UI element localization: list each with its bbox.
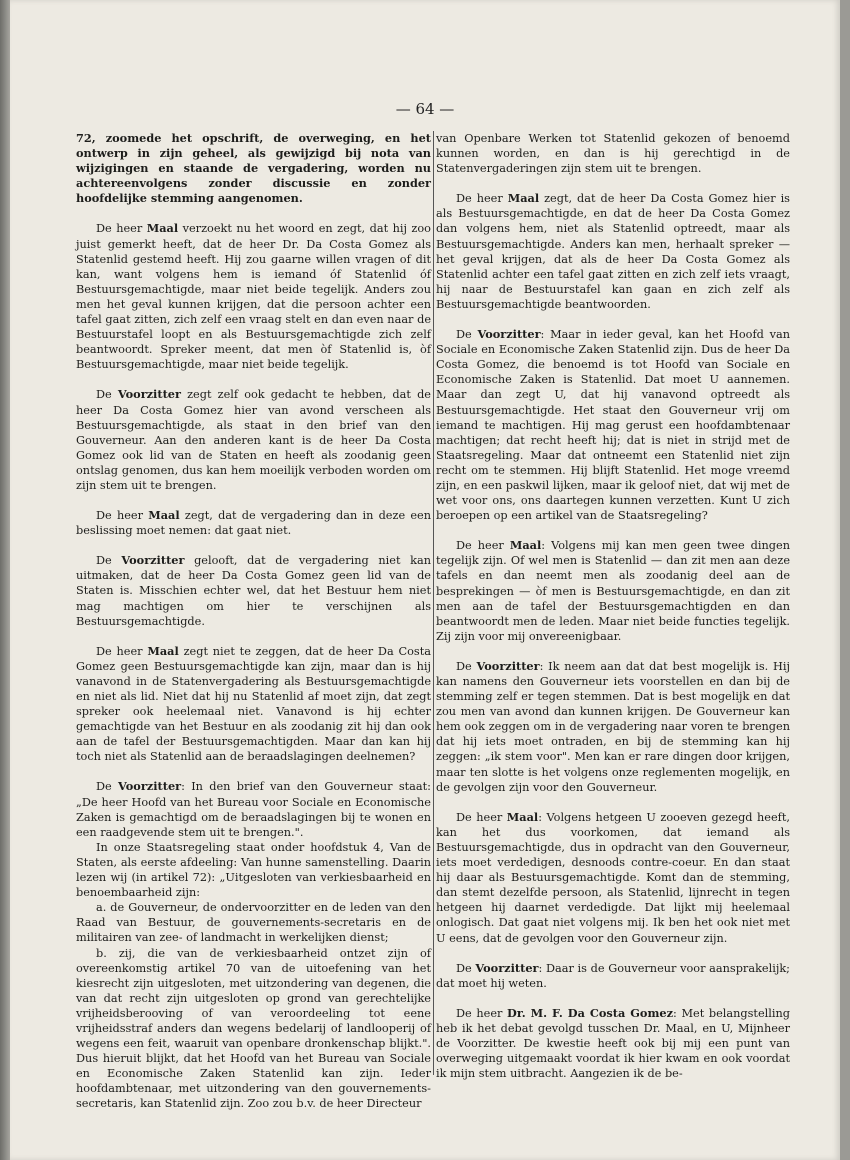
paragraph-lead: De heer [456,192,508,206]
paragraph-text: : Volgens mij kan men geen twee dingen tegelijk zijn. Of wel men is Statenlid — dan zit men aan deze tafels en dan neemt men als zoodanig deel aan de besprekingen — òf men is Bestuursgemachtigde, en dan zit men aan de tafel der Bestuursgemachtigden en dan beantwoordt men de leden. Maar niet beide functies tegelijk. Zij zijn voor mij onvereenigbaar. [436,539,790,643]
speaker-name: Maal [506,809,539,824]
paragraph-maal-6 [436,810,790,946]
paragraph-text: : In den brief van den Gouverneur staat: „De heer Hoofd van het Bureau voor Sociale en Economische Zaken is gemachtigd om de beraadslagingen bij te wonen en een raadgevende stem uit te brengen.". [76,780,431,839]
paragraph-lead: De [96,780,119,794]
speaker-name: Dr. M. F. Da Costa Gomez [507,1005,674,1020]
paragraph-lead: De [456,659,477,673]
paragraph-lead: De [456,961,476,975]
paragraph-text: : Maar in ieder geval, kan het Hoofd van Sociale en Economische Zaken Statenlid zijn. Dus de heer Da Costa Gomez, die benoemd is tot Hoofd van Sociale en Economische Zaken is Statenlid. Dat moet U aannemen. Maar dan zegt U, dat hij vanavond optreedt als Bestuursgemachtigde. Het staat den Gouverneur vrij om iemand te machtigen. Hij mag gerust een hoofdambtenaar machtigen; dat recht heeft hij; dat is niet in strijd met de Staatsregeling. Maar dat ontneemt een Statenlid niet zijn recht om te stemmen. Hij blijft Statenlid. Het moge vreemd zijn, en een paskwil lijken, maar ik geloof niet, dat wij met de wet voor ons, ons daartegen kunnen verzetten. Kunt U zich beroepen op een artikel van de Staatsregeling? [436,328,790,523]
paragraph-lead: De heer [96,222,147,236]
list-item-b: b. zij, die van de verkiesbaarheid ontzet zijn of overeenkomstig artikel 70 van de uitoefening van het kiesrecht zijn uitgesloten, met uitzondering van degenen, die van dat recht zijn uitgesloten op grond van gerechtelijke vrijheidsberooving of van veroordeeling tot eene vrijheidsstraf anders dan wegens bedelarij of landlooperij of wegens een feit, waaruit van openbare dronkenschap blijkt.". Dus hieruit blijkt, dat het Hoofd van het Bureau van Sociale en Economische Zaken Statenlid kan zijn. Ieder hoofdambtenaar, met uitzondering van den gouvernements-secretaris, kan Statenlid zijn. Zoo zou b.v. de heer Directeur [76,946,431,1111]
paragraph-text: zegt niet te zeggen, dat de heer Da Costa Gomez geen Bestuursgemachtigde kan zijn, maar dan is hij vanavond in de Statenvergadering als Bestuursgemachtigde en niet als lid. Niet dat hij nu Statenlid af moet zijn, dat zegt spreker ook heelemaal niet. Vanavond is hij echter gemachtigde van het Bestuur en als zoodanig zit hij dan ook aan de tafel der Bestuursgemachtigden. Maar dan kan hij toch niet als Statenlid aan de beraadslagingen deelnemen? [76,644,431,764]
column-divider [433,131,434,1075]
paragraph-text: : Daar is de Gouverneur voor aansprakelijk; dat moet hij weten. [436,961,790,990]
opening-paragraph: 72, zoomede het opschrift, de overweging, en het ontwerp in zijn geheel, als gewijzigd bij nota van wijzigingen en staande de vergadering, worden nu achtereenvolgens zonder discussie en zonder hoofdelijke stemming aangenomen. [76,131,431,206]
paragraph-maal-5 [436,538,790,644]
paragraph-voorzitter-6 [436,961,790,991]
paragraph-text: : Volgens hetgeen U zooeven gezegd heeft, kan het dus voorkomen, dat iemand als Bestuursgemachtigde, dus in opdracht van den Gouverneur, iets moet verdedigen, desnoods contre-coeur. En dan staat hij daar als Bestuursgemachtigde. Komt dan de stemming, dan stemt dezelfde persoon, als Statenlid, lijnrecht in tegen hetgeen hij daarnet verdedigde. Dat lijkt mij heelemaal onlogisch. Dat gaat niet volgens mij. Ik ben het ook niet met U eens, dat de gevolgen voor den Gouverneur zijn. [436,810,790,945]
speaker-name: Voorzitter [121,553,185,568]
paragraph-text: : Met belangstelling heb ik het debat gevolgd tusschen Dr. Maal, en U, Mijnheer de Voorzitter. De kwestie heeft ook bij mij een punt van overweging uitgemaakt voordat ik hier kwam en ook voordat ik mijn stem uitbracht. Aangezien ik de be- [436,1006,790,1081]
paragraph-text: gelooft, dat de vergadering niet kan uitmaken, dat de heer Da Costa Gomez geen lid van de Staten is. Misschien echter wel, dat het Bestuur hem niet mag machtigen om hier te verschijnen als Bestuursgemachtigde. [76,554,431,628]
paragraph-maal-1 [76,221,431,372]
speaker-name: Maal [509,538,542,553]
left-column [76,131,431,1112]
speaker-name: Voorzitter [118,779,182,794]
paragraph-lead: De heer [456,810,507,824]
scan-edge-left [0,0,10,1160]
paragraph-voorzitter-1 [76,387,431,493]
paragraph-voorzitter-2 [76,553,431,628]
scan-edge-right [840,0,850,1160]
speaker-name: Maal [146,221,179,236]
paragraph-staatsregeling: In onze Staatsregeling staat onder hoofdstuk 4, Van de Staten, als eerste afdeeling: Van hunne samenstelling. Daarin lezen wij (in artikel 72): „Uitgesloten van verkiesbaarheid en benoembaarheid zijn: [76,840,431,900]
speaker-name: Voorzitter [117,387,181,402]
paragraph-text: zegt, dat de vergadering dan in deze een beslissing moet nemen: dat gaat niet. [76,509,431,538]
speaker-name: Voorzitter [477,327,541,342]
list-item-a: a. de Gouverneur, de ondervoorzitter en de leden van den Raad van Bestuur, de gouvernements-secretaris en de militairen van zee- of landmacht in werkelijken dienst; [76,901,431,945]
right-column [436,131,790,1081]
paragraph-lead: De heer [456,1006,508,1020]
paragraph-lead: De heer [96,509,149,523]
paragraph-lead: De [456,328,478,342]
speaker-name: Voorzitter [476,658,540,673]
paragraph-text: verzoekt nu het woord en zegt, dat hij zoo juist gemerkt heeft, dat de heer Dr. Da Costa Gomez als Statenlid gestemd heeft. Hij zou gaarne willen vragen of dit kan, want volgens hem is iemand óf Statenlid óf Bestuursgemachtigde, maar niet beide tegelijk. Anders zou men het geval kunnen krijgen, dat die persoon achter een tafel gaat zitten, zich zelf een vraag stelt en dan even naar de Bestuurstafel loopt en als Bestuursgemachtigde zich zelf beantwoordt. Spreker meent, dat men òf Statenlid is, òf Bestuursgemachtigde, maar niet beide tegelijk. [76,222,431,372]
paragraph-voorzitter-4 [436,327,790,523]
paragraph-maal-4 [436,191,790,312]
speaker-name: Voorzitter [475,960,539,975]
paragraph-lead: De heer [96,644,148,658]
paragraph-text: zegt, dat de heer Da Costa Gomez hier is als Bestuursgemachtigde, en dat de heer Da Costa Gomez dan volgens hem, niet als Statenlid optreedt, maar als Bestuursgemachtigde. Anders kan men, herhaalt spreker — het geval krijgen, dat als de heer Da Costa Gomez als Statenlid achter een tafel gaat zitten en zich zelf iets vraagt, hij naar de Bestuurstafel kan gaan en zich zelf als Bestuursgemachtigde beantwoorden. [436,192,790,311]
continuation-paragraph: van Openbare Werken tot Statenlid gekozen of benoemd kunnen worden, en dan is hij gerechtigd in de Statenvergaderingen zijn stem uit te brengen. [436,132,790,176]
paragraph-lead: De [96,554,122,568]
paragraph-maal-3 [76,644,431,765]
page-number: — 64 — [395,100,455,118]
speaker-name: Maal [507,191,540,206]
paragraph-voorzitter-3 [76,779,431,839]
paragraph-da-costa-gomez [436,1006,790,1081]
speaker-name: Maal [148,508,180,523]
paragraph-lead: De [96,388,118,402]
paragraph-maal-2 [76,508,431,538]
paragraph-text: : Ik neem aan dat dat best mogelijk is. Hij kan namens den Gouverneur iets voorstellen en dan bij de stemming zelf er tegen stemmen. Dat is best mogelijk en dat zou men van avond dan kunnen krijgen. De Gouverneur kan hem ook zeggen om in de vergadering naar voren te brengen dat hij iets moet ontraden, en bij de stemming kan hij zeggen: „ik stem voor". Men kan er rare dingen door krijgen, maar ten slotte is het volgens onze reglementen mogelijk, en de gevolgen zijn voor den Gouverneur. [436,659,791,794]
speaker-name: Maal [147,643,179,658]
paragraph-lead: De heer [456,539,510,553]
paragraph-voorzitter-5 [436,659,790,795]
paragraph-text: zegt zelf ook gedacht te hebben, dat de heer Da Costa Gomez hier van avond verscheen als Bestuursgemachtigde, als staat in den brief van den Gouverneur. Aan den anderen kant is de heer Da Costa Gomez ook lid van de Staten en heeft als zoodanig geen ontslag genomen, dus kan hem moeilijk verboden worden om zijn stem uit te brengen. [76,388,431,492]
